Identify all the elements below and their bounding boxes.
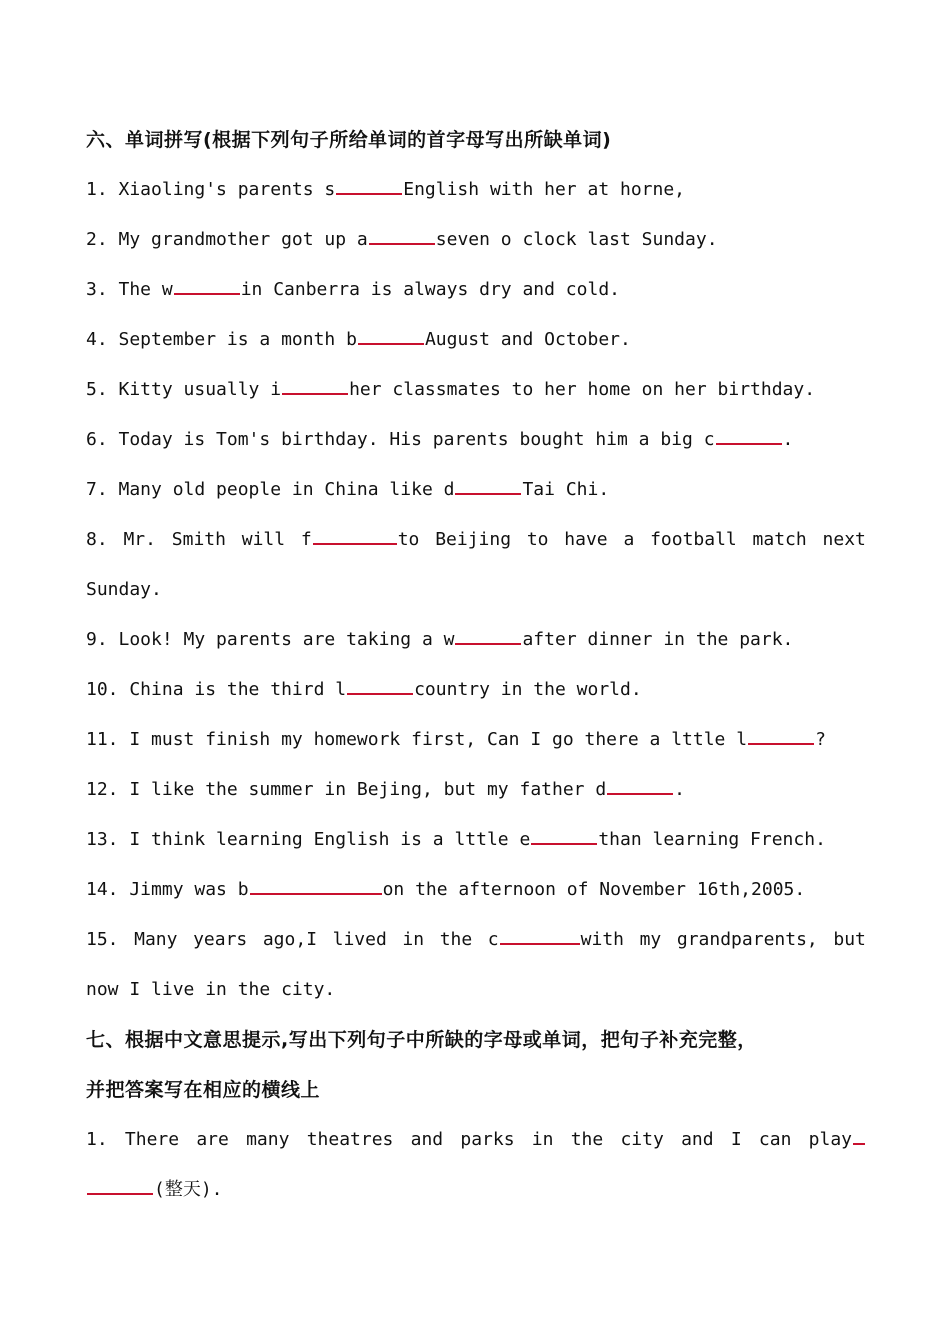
question-8-continued: Sunday. xyxy=(86,579,162,600)
section-7-heading-line-1: 七、根据中文意思提示,写出下列句子中所缺的字母或单词，把句子补充完整， xyxy=(86,1029,757,1051)
answer-blank[interactable] xyxy=(87,1192,153,1195)
question-9: 9. Look! My parents are taking a w after dinner in the park. xyxy=(86,629,794,650)
question-11: 11. I must finish my homework first, Can I go there a lttle l ? xyxy=(86,729,826,750)
question-7: 7. Many old people in China like d Tai Chi. xyxy=(86,479,610,500)
answer-blank[interactable] xyxy=(250,892,382,895)
question-3: 3. The w in Canberra is always dry and cold. xyxy=(86,279,620,300)
answer-blank[interactable] xyxy=(313,542,397,545)
answer-blank[interactable] xyxy=(531,842,597,845)
answer-blank[interactable] xyxy=(455,492,521,495)
section-6-heading: 六、单词拼写(根据下列句子所给单词的首字母写出所缺单词) xyxy=(86,129,612,151)
question-15-continued: now I live in the city. xyxy=(86,979,336,1000)
question-5: 5. Kitty usually i her classmates to her home on her birthday. xyxy=(86,379,816,400)
section-7-question-1-continued: (整天). xyxy=(86,1165,866,1215)
answer-blank[interactable] xyxy=(716,442,782,445)
answer-blank[interactable] xyxy=(853,1142,865,1145)
answer-blank[interactable] xyxy=(455,642,521,645)
question-14: 14. Jimmy was b on the afternoon of November 16th,2005. xyxy=(86,879,806,900)
question-8: 8. Mr. Smith will f to Beijing to have a football match next xyxy=(86,529,866,550)
answer-blank[interactable] xyxy=(500,942,580,945)
worksheet-page xyxy=(86,115,866,1215)
question-10: 10. China is the third l country in the world. xyxy=(86,679,642,700)
answer-blank[interactable] xyxy=(607,792,673,795)
answer-blank[interactable] xyxy=(358,342,424,345)
answer-blank[interactable] xyxy=(282,392,348,395)
question-2: 2. My grandmother got up a seven o clock last Sunday. xyxy=(86,229,718,250)
question-15: 15. Many years ago,I lived in the c with my grandparents, but xyxy=(86,929,866,950)
question-1: 1. Xiaoling's parents s English with her at horne, xyxy=(86,179,686,200)
answer-blank[interactable] xyxy=(336,192,402,195)
section-7-question-1: 1. There are many theatres and parks in the city and I can play xyxy=(86,1115,866,1165)
answer-blank[interactable] xyxy=(347,692,413,695)
question-13: 13. I think learning English is a lttle e than learning French. xyxy=(86,829,826,850)
question-12: 12. I like the summer in Bejing, but my father d . xyxy=(86,779,686,800)
question-6: 6. Today is Tom's birthday. His parents bought him a big c . xyxy=(86,429,794,450)
answer-blank[interactable] xyxy=(369,242,435,245)
section-7-heading-line-2: 并把答案写在相应的横线上 xyxy=(86,1079,321,1101)
question-4: 4. September is a month b August and October. xyxy=(86,329,631,350)
answer-blank[interactable] xyxy=(174,292,240,295)
answer-blank[interactable] xyxy=(748,742,814,745)
